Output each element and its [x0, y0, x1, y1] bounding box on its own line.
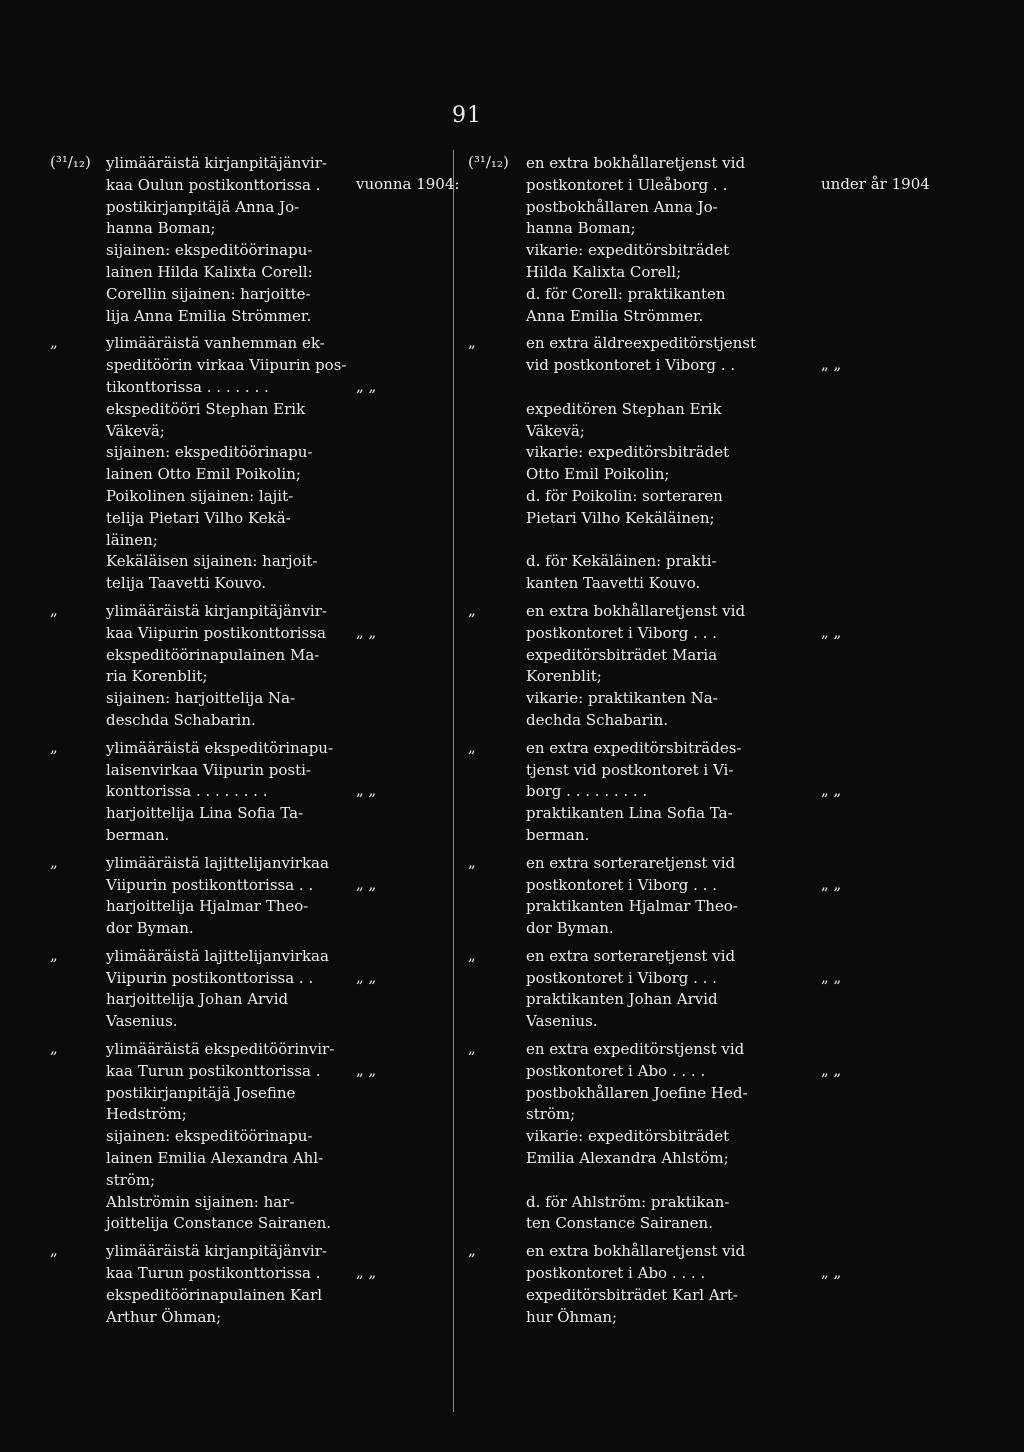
entry-line	[468, 530, 878, 552]
entry-line: ekspeditöörinapulainen Ma-	[106, 645, 320, 664]
entry-line: Viipurin postikonttorissa . .	[106, 968, 314, 987]
entry	[468, 1039, 878, 1235]
entry	[50, 1241, 400, 1328]
entry-line: kaa Turun postikonttorissa .	[106, 1061, 321, 1080]
entry-line: ten Constance Sairanen.	[526, 1214, 713, 1233]
entry	[468, 333, 878, 595]
entry-line: tikonttorissa . . . . . . .	[106, 377, 269, 396]
entry-line: telija Pietari Vilho Kekä-	[106, 508, 291, 527]
entry-line	[468, 377, 878, 399]
entry-line: harjoittelija Lina Sofia Ta-	[106, 804, 304, 823]
entry-line: sijainen: ekspeditöörinapu-	[106, 241, 313, 260]
entry-line: Arthur Öhman;	[106, 1307, 222, 1326]
entry-line: lainen Otto Emil Poikolin;	[106, 465, 301, 484]
entry-line: postikirjanpitäjä Josefine	[106, 1083, 296, 1102]
entry	[468, 153, 930, 327]
entry	[468, 601, 878, 732]
entry-line: harjoittelija Johan Arvid	[106, 990, 289, 1009]
entry-line: dechda Schabarin.	[526, 710, 669, 729]
entry-date-label: (³¹/₁₂)	[468, 153, 509, 171]
entry-line: en extra sorteraretjenst vid	[526, 853, 736, 872]
entry-line: berman.	[526, 825, 590, 844]
entry-line: berman.	[106, 825, 170, 844]
entry-line: sijainen: harjoittelija Na-	[106, 689, 296, 708]
entry-line: speditöörin virkaa Viipurin pos-	[106, 356, 347, 375]
entry-line: postbokhållaren Anna Jo-	[526, 197, 718, 216]
entry-line: tjenst vid postkontoret i Vi-	[526, 760, 734, 779]
entry-line: ylimääräistä ekspeditöörinvir-	[106, 1040, 335, 1059]
entry	[50, 153, 460, 327]
entry-date-label: „	[50, 333, 58, 352]
entry-time-period: vuonna 1904:	[356, 174, 460, 193]
entry-line: Hilda Kalixta Corell;	[526, 262, 682, 281]
entry-line: en extra expeditörstjenst vid	[526, 1040, 745, 1059]
entry-time-period: „ „	[356, 376, 377, 395]
entry	[50, 1039, 400, 1235]
entry-line: postkontoret i Viborg . . .	[526, 968, 717, 987]
entry-line: lainen Emilia Alexandra Ahl-	[106, 1149, 324, 1168]
entry-line: konttorissa . . . . . . . .	[106, 782, 268, 801]
entry-line: Emilia Alexandra Ahlstöm;	[526, 1149, 729, 1168]
entry-line: läinen;	[106, 530, 158, 549]
entry	[468, 853, 878, 940]
entry-time-period: „ „	[356, 1263, 377, 1282]
entry-line: vikarie: expeditörsbiträdet	[526, 443, 730, 462]
entry-line: kanten Taavetti Kouvo.	[526, 574, 701, 593]
entry-date-label: „	[50, 1039, 58, 1058]
entry-line: ylimääräistä lajittelijanvirkaa	[106, 853, 329, 872]
entry-line: Kekäläisen sijainen: harjoit-	[106, 552, 318, 571]
entry	[50, 601, 400, 732]
entry-date-label: (³¹/₁₂)	[50, 153, 91, 171]
entry-line: postkontoret i Viborg . . .	[526, 875, 717, 894]
page-number: 91	[452, 103, 482, 128]
entry-line: Vasenius.	[526, 1012, 598, 1031]
entry-date-label: „	[50, 945, 58, 964]
entry-date-label: „	[50, 737, 58, 756]
entry-line: ylimääräistä vanhemman ek-	[106, 334, 325, 353]
entry-line: en extra bokhållaretjenst vid	[526, 154, 746, 172]
entry-line: d. för Kekäläinen: prakti-	[526, 552, 717, 571]
entry	[468, 738, 878, 847]
entry-line: harjoittelija Hjalmar Theo-	[106, 897, 309, 916]
swedish-column	[468, 153, 930, 1334]
entry-line: ria Korenblit;	[106, 667, 208, 686]
entry-line: en extra sorteraretjenst vid	[526, 946, 736, 965]
entry-date-label: „	[468, 600, 476, 619]
entry-line: Viipurin postikonttorissa . .	[106, 875, 314, 894]
entry-line: Ahlströmin sijainen: har-	[106, 1192, 295, 1211]
entry-line: vid postkontoret i Viborg . .	[526, 356, 736, 375]
entry-line: kaa Viipurin postikonttorissa	[106, 623, 326, 642]
entry-date-label: „	[50, 852, 58, 871]
entry-line: dor Byman.	[526, 919, 614, 938]
entry-date-label: „	[468, 945, 476, 964]
entry-line: Hedström;	[106, 1105, 187, 1124]
entry-line: joittelija Constance Sairanen.	[106, 1214, 332, 1233]
column-divider	[453, 150, 454, 1412]
entry-line: praktikanten Johan Arvid	[526, 990, 718, 1009]
entry-line: ylimääräistä kirjanpitäjänvir-	[106, 1242, 327, 1261]
entry-line: en extra expeditörsbiträdes-	[526, 738, 742, 757]
entry-line: en extra äldreexpeditörstjenst	[526, 334, 757, 353]
entry	[468, 1241, 878, 1328]
entry-date-label: „	[50, 1241, 58, 1260]
entry-time-period: „ „	[821, 874, 842, 893]
entry-line: Korenblit;	[526, 667, 602, 686]
entry-line: telija Taavetti Kouvo.	[106, 574, 267, 593]
entry-line: d. för Poikolin: sorteraren	[526, 486, 723, 505]
entry	[50, 853, 400, 940]
entry-line: laisenvirkaa Viipurin posti-	[106, 760, 312, 779]
entry-line: kaa Oulun postikonttorissa .	[106, 175, 321, 194]
entry-line: dor Byman.	[106, 919, 194, 938]
entry-time-period: „ „	[821, 1263, 842, 1282]
entry-time-period: „ „	[821, 781, 842, 800]
entry-line: praktikanten Hjalmar Theo-	[526, 897, 738, 916]
entry-date-label: „	[468, 737, 476, 756]
entry-line: postkontoret i Viborg . . .	[526, 623, 717, 642]
entry-line: en extra bokhållaretjenst vid	[526, 1242, 746, 1261]
entry-date-label: „	[468, 1039, 476, 1058]
entry-time-period: „ „	[821, 622, 842, 641]
entry-date-label: „	[468, 852, 476, 871]
entry-time-period: „ „	[356, 622, 377, 641]
entry-line: Corellin sijainen: harjoitte-	[106, 284, 311, 303]
entry-date-label: „	[468, 1241, 476, 1260]
entry-line: ekspeditöörinapulainen Karl	[106, 1285, 323, 1304]
entry-line: borg . . . . . . . . .	[526, 782, 648, 801]
entry-line: en extra bokhållaretjenst vid	[526, 601, 746, 620]
entry-time-period: „ „	[821, 967, 842, 986]
entry-date-label: „	[50, 600, 58, 619]
entry-line: ylimääräistä lajittelijanvirkaa	[106, 946, 329, 965]
entry-line: postkontoret i Abo . . . .	[526, 1264, 706, 1283]
entry-line: ekspeditööri Stephan Erik	[106, 399, 306, 418]
entry-time-period: „ „	[821, 355, 842, 374]
entry-line: expeditören Stephan Erik	[526, 399, 722, 418]
entry-line: sijainen: ekspeditöörinapu-	[106, 443, 313, 462]
entry-line: hanna Boman;	[106, 219, 216, 238]
entry-line: ström;	[106, 1170, 156, 1189]
entry-line: d. för Ahlström: praktikan-	[526, 1192, 730, 1211]
entry	[468, 946, 878, 1033]
entry-line: postkontoret i Uleåborg . .	[526, 175, 728, 194]
entry-line: lija Anna Emilia Strömmer.	[106, 306, 312, 325]
entry-line: postikirjanpitäjä Anna Jo-	[106, 197, 300, 216]
entry-line: ylimääräistä kirjanpitäjänvir-	[106, 601, 327, 620]
entry-time-period: „ „	[356, 781, 377, 800]
entry-line: postbokhållaren Joefine Hed-	[526, 1083, 748, 1102]
entry-line: postkontoret i Abo . . . .	[526, 1061, 706, 1080]
entry-line: Väkevä;	[106, 421, 165, 440]
entry-line: expeditörsbiträdet Karl Art-	[526, 1285, 738, 1304]
entry-line: praktikanten Lina Sofia Ta-	[526, 804, 733, 823]
entry-date-label: „	[468, 333, 476, 352]
entry-line: vikarie: expeditörsbiträdet	[526, 1127, 730, 1146]
entry-line: Pietari Vilho Kekäläinen;	[526, 508, 715, 527]
entry-time-period: „ „	[356, 967, 377, 986]
entry-line: ström;	[526, 1105, 576, 1124]
entry-line: Väkevä;	[526, 421, 585, 440]
entry-line: vikarie: expeditörsbiträdet	[526, 241, 730, 260]
entry-line: hanna Boman;	[526, 219, 636, 238]
entry	[50, 946, 400, 1033]
entry-line: sijainen: ekspeditöörinapu-	[106, 1127, 313, 1146]
entry-time-period: „ „	[356, 874, 377, 893]
entry-time-period: under år 1904	[821, 174, 930, 193]
entry-line: Anna Emilia Strömmer.	[526, 306, 704, 325]
entry-line: hur Öhman;	[526, 1307, 618, 1326]
entry	[50, 738, 400, 847]
entry-line: kaa Turun postikonttorissa .	[106, 1264, 321, 1283]
entry-line: deschda Schabarin.	[106, 710, 256, 729]
entry-line	[468, 1170, 878, 1192]
entry-line: d. för Corell: praktikanten	[526, 284, 726, 303]
entry-line: vikarie: praktikanten Na-	[526, 689, 718, 708]
entry-time-period: „ „	[821, 1060, 842, 1079]
entry-time-period: „ „	[356, 1060, 377, 1079]
entry-line: ylimääräistä kirjanpitäjänvir-	[106, 154, 327, 172]
entry	[50, 333, 400, 595]
entry-line: Poikolinen sijainen: lajit-	[106, 486, 294, 505]
finnish-column	[50, 153, 460, 1334]
entry-line: Otto Emil Poikolin;	[526, 465, 670, 484]
entry-line: ylimääräistä ekspeditörinapu-	[106, 738, 334, 757]
entry-line: Vasenius.	[106, 1012, 178, 1031]
entry-line: expeditörsbiträdet Maria	[526, 645, 718, 664]
entry-line: lainen Hilda Kalixta Corell:	[106, 262, 313, 281]
